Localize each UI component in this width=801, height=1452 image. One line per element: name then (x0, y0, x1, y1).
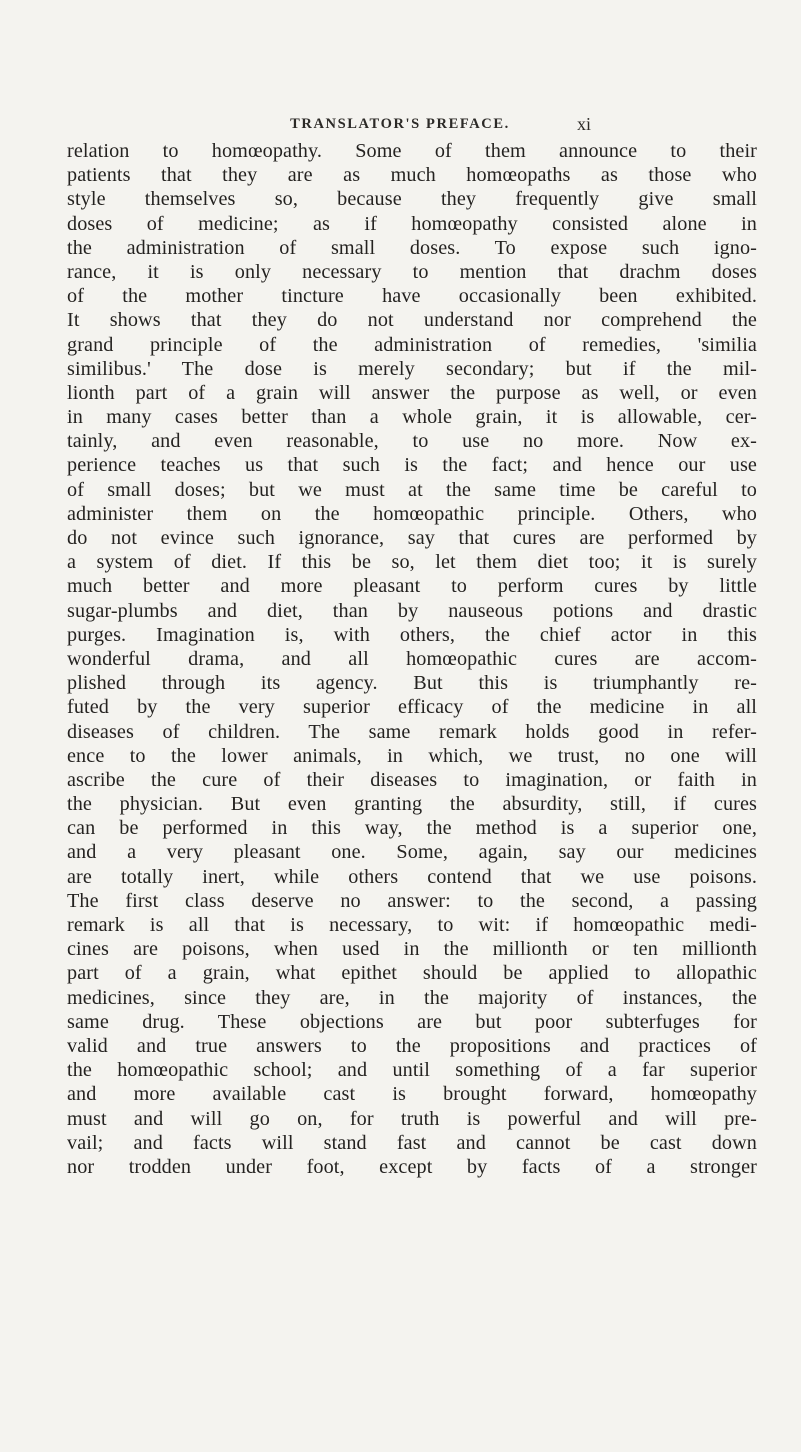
text-line: can be performed in this way, the method is a superior one, (67, 817, 757, 840)
text-line: perience teaches us that such is the fact; and hence our use (67, 454, 757, 477)
text-line: wonderful drama, and all homœopathic cures are accom- (67, 647, 757, 670)
text-line: nor trodden under foot, except by facts of a stronger (67, 1155, 757, 1178)
text-line: do not evince such ignorance, say that cures are performed by (67, 527, 757, 549)
text-line: ence to the lower animals, in which, we trust, no one will (67, 744, 757, 767)
running-head (0, 116, 801, 140)
text-line: of the mother tincture have occasionally been exhibited. (67, 285, 757, 308)
text-line: sugar-plumbs and diet, than by nauseous potions and drastic (67, 599, 757, 622)
running-title: TRANSLATOR'S PREFACE. (290, 116, 510, 132)
text-line: part of a grain, what epithet should be applied to allopathic (67, 962, 757, 985)
text-line: The first class deserve no answer: to the second, a passing (67, 889, 757, 912)
text-line: lionth part of a grain will answer the purpose as well, or even (67, 381, 757, 404)
body-text (67, 139, 757, 1179)
text-line: diseases of children. The same remark holds good in refer- (67, 720, 757, 743)
text-line: It shows that they do not understand nor comprehend the (67, 309, 757, 332)
text-line: style themselves so, because they frequently give small (67, 188, 757, 211)
text-line: and more available cast is brought forward, homœopathy (67, 1083, 757, 1106)
text-line: purges. Imagination is, with others, the chief actor in this (67, 623, 757, 646)
text-line: remark is all that is necessary, to wit: if homœopathic medi- (67, 914, 757, 936)
text-line: the administration of small doses. To expose such igno- (67, 236, 757, 259)
text-line: grand principle of the administration of remedies, 'similia (67, 333, 757, 356)
text-line: vail; and facts will stand fast and cannot be cast down (67, 1131, 757, 1154)
text-line: rance, it is only necessary to mention that drachm doses (67, 260, 757, 283)
text-line: the homœopathic school; and until something of a far superior (67, 1059, 757, 1082)
text-line: plished through its agency. But this is triumphantly re- (67, 672, 757, 695)
text-line: cines are poisons, when used in the millionth or ten millionth (67, 938, 757, 961)
text-line: administer them on the homœopathic principle. Others, who (67, 502, 757, 525)
text-line: in many cases better than a whole grain, it is allowable, cer- (67, 406, 757, 429)
text-line: tainly, and even reasonable, to use no more. Now ex- (67, 430, 757, 453)
text-line: much better and more pleasant to perform cures by little (67, 575, 757, 598)
text-line: futed by the very superior efficacy of the medicine in all (67, 696, 757, 719)
text-line: medicines, since they are, in the majority of instances, the (67, 986, 757, 1009)
page-number: xi (577, 114, 592, 134)
text-line: of small doses; but we must at the same time be careful to (67, 478, 757, 501)
text-line: the physician. But even granting the absurdity, still, if cures (67, 793, 757, 816)
text-line: patients that they are as much homœopaths as those who (67, 164, 757, 187)
text-line: a system of diet. If this be so, let them diet too; it is surely (67, 551, 757, 574)
text-line: relation to homœopathy. Some of them announce to their (67, 140, 757, 162)
text-line: and a very pleasant one. Some, again, say our medicines (67, 841, 757, 864)
text-line: same drug. These objections are but poor subterfuges for (67, 1010, 757, 1033)
text-line: must and will go on, for truth is powerful and will pre- (67, 1107, 757, 1130)
text-line: are totally inert, while others contend that we use poisons. (67, 865, 757, 888)
text-line: ascribe the cure of their diseases to imagination, or faith in (67, 768, 757, 791)
text-line: similibus.' The dose is merely secondary; but if the mil- (67, 357, 757, 380)
text-line: doses of medicine; as if homœopathy consisted alone in (67, 212, 757, 235)
text-line: valid and true answers to the propositions and practices of (67, 1034, 757, 1057)
